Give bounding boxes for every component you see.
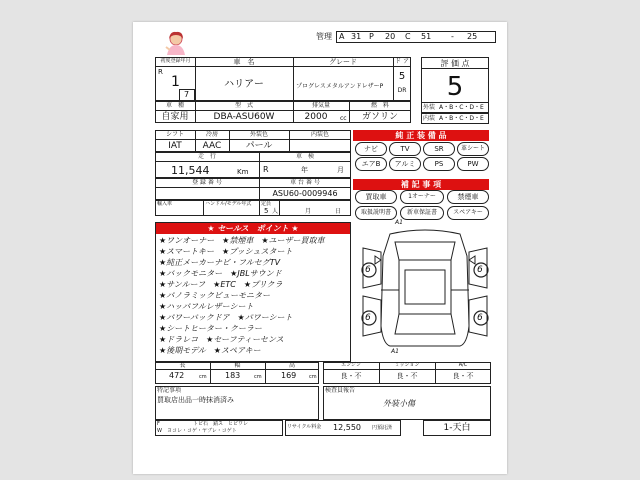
type-label: 車 種 <box>165 102 184 109</box>
equip-tv: TV <box>389 142 421 156</box>
model-value: DBA-ASU60W <box>213 112 275 122</box>
inspection-label: 車 検 <box>295 153 314 160</box>
height-unit: cm <box>309 374 317 380</box>
mission-label: ミッション <box>394 362 420 368</box>
inspection-month-unit: 月 <box>337 166 344 174</box>
supp-one-owner: 1オーナー <box>400 190 444 204</box>
interior-grades: A・B・C・D・E <box>439 115 484 122</box>
tire-mark-fl: 6 <box>365 265 371 275</box>
inspector-notes-label: 検査員報告 <box>325 387 356 394</box>
supplement-title: 補 記 事 項 <box>353 179 489 190</box>
supp-buyback: 買取車 <box>355 190 397 204</box>
supp-warranty: 新車保証書 <box>400 206 444 220</box>
recycle-label: リサイクル料金 <box>287 424 322 430</box>
door-count: 5 <box>398 71 406 82</box>
exterior-label: 外装 <box>423 104 436 111</box>
equip-alloy: アルミ <box>389 157 421 171</box>
import-label: 輸入車 <box>157 201 173 207</box>
first-reg-label: 初度登録年月 <box>160 58 191 64</box>
height-label: 高 <box>288 362 295 369</box>
equip-pw: PW <box>457 157 489 171</box>
displacement-label: 排気量 <box>311 102 330 109</box>
rating-value: 5 <box>446 72 464 102</box>
width-unit: cm <box>254 374 262 380</box>
first-reg-year: 1 <box>171 74 180 90</box>
sales-point-item: ★パノラミックビューモニター <box>159 291 271 300</box>
shift-label: シフト <box>165 131 184 138</box>
length-value: 472 <box>169 371 185 380</box>
color-code: 1-天白 <box>443 423 471 433</box>
fuel-label: 燃 料 <box>370 102 389 109</box>
diagram-mark-bottom: A1 <box>391 348 399 355</box>
car-name-label: 車 名 <box>233 58 255 66</box>
ac-label: 冷房 <box>205 131 218 138</box>
type-value: 自家用 <box>161 112 189 122</box>
row6-box <box>155 200 351 216</box>
diagram-mark-top: A1 <box>395 219 403 226</box>
ext-color-label: 外装色 <box>249 131 268 138</box>
chassis-label: 車 台 番 号 <box>290 179 320 186</box>
reg-no-label: 登 録 番 号 <box>192 179 222 186</box>
chassis-number: ASU60-0009946 <box>272 189 338 198</box>
kanri-25: 25 <box>467 32 478 41</box>
equip-leather: 革シート <box>457 142 489 156</box>
kanri-20: 20 <box>385 32 396 41</box>
shift-value: IAT <box>168 141 182 151</box>
cc-unit: cc <box>340 115 347 122</box>
tire-mark-rr: 6 <box>477 313 483 323</box>
door-label: ド ア <box>395 58 409 65</box>
height-value: 169 <box>281 371 297 380</box>
sales-point-item: ★バックモニター ★JBLサウンド <box>159 269 282 278</box>
sales-point-item: ★シートヒーター・クーラー <box>159 324 262 333</box>
width-label: 幅 <box>234 362 241 369</box>
recycle-status: 円預託済 <box>372 425 393 431</box>
displacement-value: 2000 <box>304 112 328 122</box>
kanri-sep: - <box>451 32 454 41</box>
kanri-a: A <box>339 32 345 41</box>
recycle-amount: 12,550 <box>333 423 361 432</box>
sales-point-item: ★ハッパフルレザーシート <box>159 302 254 311</box>
footer-w-label: W <box>157 428 162 434</box>
inspector-notes-text: 外装小傷 <box>383 399 415 408</box>
first-reg-month: 7 <box>184 90 190 99</box>
ac-check-label: A/C <box>458 362 468 368</box>
ext-color-value: パール <box>245 141 273 151</box>
equip-sr: SR <box>423 142 455 156</box>
capacity-unit: 人 <box>272 208 279 215</box>
inspection-era: R <box>263 165 269 174</box>
supp-non-smoking: 禁煙車 <box>447 190 489 204</box>
sales-point-item: ★サンルーフ ★ETC ★プリクラ <box>159 280 283 289</box>
engine-value: 良・不 <box>340 372 362 380</box>
interior-label: 内装 <box>423 115 436 122</box>
tone-legend-1: トビ石 錆ス ヒビワレ <box>193 421 249 427</box>
model-label: 型 式 <box>234 102 253 109</box>
mission-value: 良・不 <box>396 372 418 380</box>
inspection-year-unit: 年 <box>301 166 308 174</box>
sales-point-item: ★純正メーカーナビ・フルセグTV <box>159 258 281 267</box>
kanri-51: 51 <box>421 32 432 41</box>
length-unit: cm <box>199 374 207 380</box>
first-reg-era: R <box>158 68 163 76</box>
km-unit: Km <box>237 168 249 176</box>
capacity-value: 5 <box>264 207 269 215</box>
auction-inspection-sheet <box>133 22 507 474</box>
equip-airbag: エアB <box>355 157 387 171</box>
mascot-girl-icon <box>161 30 191 56</box>
grade: プログレスメタルアンドレザーP <box>296 83 384 90</box>
sales-point-item: ★スマートキー ★プッシュスタート <box>159 247 293 256</box>
sales-points-title: ★ セールス ポイント ★ <box>156 223 350 234</box>
handle-label: ハンドル/モデル年式 <box>205 201 252 207</box>
kanri-label: 管理 <box>316 32 332 41</box>
special-notes-text: 買取店出品一時抹消済み <box>157 396 234 404</box>
length-label: 長 <box>179 362 186 369</box>
tire-mark-fr: 6 <box>477 265 483 275</box>
width-value: 183 <box>225 371 241 380</box>
special-notes-label: 特記事項 <box>157 387 182 394</box>
supp-spare-key: スペアキー <box>447 206 489 220</box>
rating-label: 評 価 点 <box>440 59 470 68</box>
mileage-label: 走 行 <box>197 153 216 160</box>
car-damage-diagram <box>355 226 495 352</box>
ac-value: AAC <box>202 141 222 151</box>
exterior-grades: A・B・C・D・E <box>439 104 484 111</box>
ac-check-value: 良・不 <box>452 372 474 380</box>
footer-f-label: F <box>157 421 160 427</box>
fuel-value: ガソリン <box>361 112 398 122</box>
tire-mark-rl: 6 <box>365 313 371 323</box>
supp-manual: 取扱説明書 <box>355 206 397 220</box>
equip-ps: PS <box>423 157 455 171</box>
mileage-value: 11,544 <box>171 164 210 177</box>
int-color-label: 内装色 <box>310 131 329 138</box>
equipment-title: 純 正 装 備 品 <box>353 130 489 141</box>
kanri-c: C <box>405 32 411 41</box>
sales-point-item: ★ドラレコ ★セーフティーセンス <box>159 335 284 344</box>
month-label: 月 <box>305 208 312 215</box>
engine-label: エンジン <box>341 362 361 368</box>
tone-legend-2: ヨコレ・コゲ・ヤブレ・コゲト <box>167 428 237 434</box>
grade-label: グレード <box>329 58 357 66</box>
kanri-p: P <box>369 32 374 41</box>
day-label: 日 <box>335 208 342 215</box>
door-type: DR <box>397 87 407 94</box>
equip-navi: ナビ <box>355 142 387 156</box>
car-name: ハリアー <box>224 79 264 90</box>
sales-point-item: ★ワンオーナー ★禁煙車 ★ユーザー買取車 <box>159 236 325 245</box>
capacity-label: 定員 <box>261 201 272 207</box>
sales-point-item: ★パワーバックドア ★パワーシート <box>159 313 293 322</box>
sales-point-item: ★後期モデル ★スペアキー <box>159 346 261 355</box>
kanri-31: 31 <box>351 32 362 41</box>
